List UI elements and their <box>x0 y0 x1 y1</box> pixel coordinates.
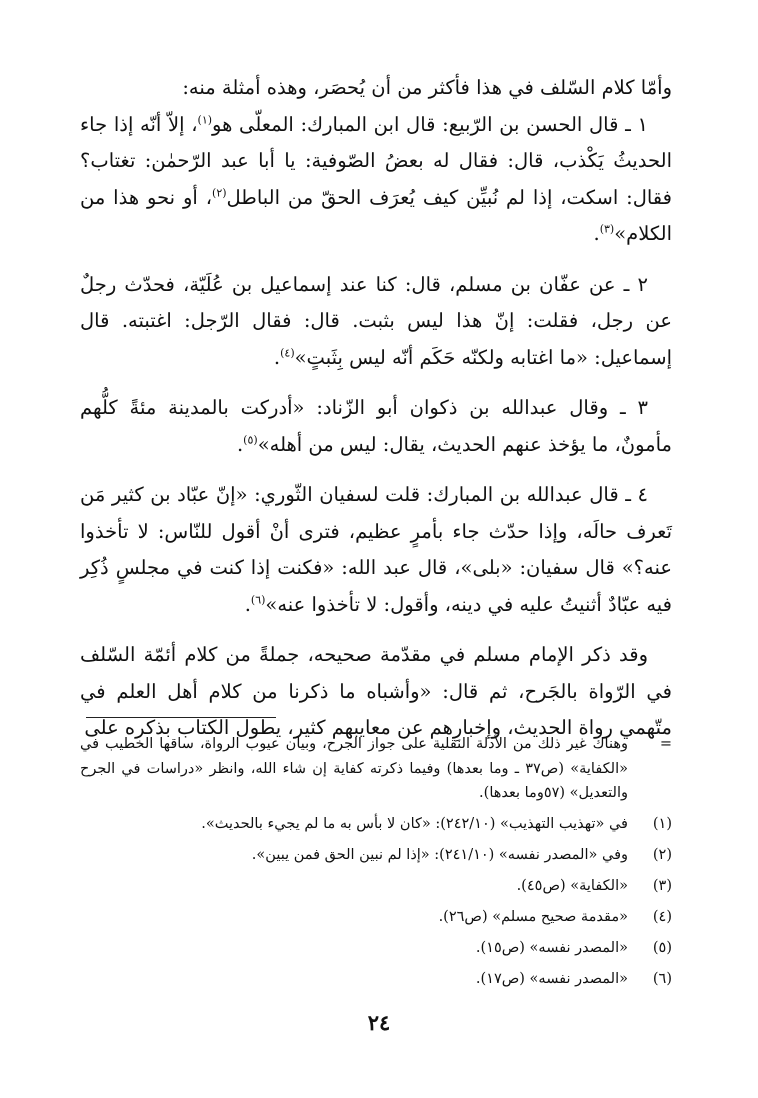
paragraph-1-text-a: ١ ـ قال الحسن بن الرّبيع: قال ابن المبارك: المعلّى هو <box>212 112 648 136</box>
footnote-text: وفي «المصدر نفسه» (٢٤١/١٠): «إذا لم نبين الحق فمن يبين». <box>251 847 628 863</box>
paragraph-4-text-a: ٤ ـ قال عبدالله بن المبارك: قلت لسفيان الثّوري: «إنّ عبّاد بن كثير مَن تَعرف حالَه، وإذا حدّث جاء بأمرٍ عظيم، فترى أنْ أقول للنّاس: لا تأخذوا عنه؟» قال سفيان: «بلى»، قال عبد الله: «فكنت إذا كنت في مجلسٍ ذُكِر فيه عبّادٌ أثنيتُ عليه في دينه، وأقول: لا تأخذوا عنه» <box>80 483 672 616</box>
footnote-ref-1[interactable]: (١) <box>197 113 213 126</box>
footnote-mark: (٣) <box>652 878 672 894</box>
footnotes <box>80 732 672 992</box>
footnote-ref-3[interactable]: (٣) <box>599 222 615 236</box>
footnote-continuation-mark: = <box>659 736 672 752</box>
footnote-5 <box>80 936 672 961</box>
footnote-continuation <box>80 732 672 806</box>
footnote-ref-4[interactable]: (٤) <box>280 346 295 359</box>
footnote-ref-2[interactable]: (٢) <box>212 186 227 199</box>
footnote-6 <box>80 967 672 992</box>
footnote-text: «مقدمة صحيح مسلم» (ص٢٦). <box>438 909 628 925</box>
footnote-separator <box>86 717 276 718</box>
footnote-text: «المصدر نفسه» (ص١٥). <box>475 940 628 956</box>
footnote-4 <box>80 905 672 930</box>
footnote-3 <box>80 874 672 899</box>
footnote-1 <box>80 812 672 837</box>
footnote-text: «الكفاية» (ص٤٥). <box>516 878 628 894</box>
paragraph-1-text-c: ، أو نحو هذا من الكلام» <box>80 185 672 245</box>
paragraph-1-text-b: ، إلاّ أنّه إذا جاء الحديثُ يَكْذب، قال: فقال له بعضُ الصّوفية: يا أبا عبد الرّحمٰن: تغتاب؟ فقال: اسكت، إذا لم نُبيِّن كيف يُعرَف الحقّ من الباطل <box>80 112 672 209</box>
paragraph-2 <box>80 267 672 377</box>
paragraph-1-text-d: . <box>593 222 600 245</box>
paragraph-2-text-b: . <box>273 345 281 369</box>
footnote-mark: (٦) <box>652 971 672 987</box>
paragraph-3 <box>80 390 672 463</box>
footnote-text: في «تهذيب التهذيب» (٢٤٢/١٠): «كان لا بأس به ما لم يجيء بالحديث». <box>201 816 628 832</box>
intro-paragraph: وأمّا كلام السّلف في هذا فأكثر من أن يُحصَر، وهذه أمثلة منه: <box>182 76 672 99</box>
paragraph-5: وقد ذكر الإمام مسلم في مقدّمة صحيحه، جملةً من كلام أئمّة السّلف في الرّواة بالجَرح، ثم قال: «وأشباه ما ذكرنا من كلام أهل العلم في متّهمي رواة الحديث، وإخبارِهم عن معايبهم كثير، يطول الكتاب بذكره على <box>80 643 672 739</box>
footnote-text: «المصدر نفسه» (ص١٧). <box>475 971 628 987</box>
paragraph-4 <box>80 477 672 623</box>
paragraph-2-text-a: ٢ ـ عن عفّان بن مسلم، قال: كنا عند إسماعيل بن عُلَيّة، فحدّث رجلٌ عن رجل، فقلت: إنّ هذا ليس بثبت. قال: فقال الرّجل: اغتبته. قال إسماعيل: «ما اغتابه ولكنّه حَكَم أنّه ليس بِثَبتٍ» <box>80 272 672 369</box>
paragraph-4-text-b: . <box>244 592 251 616</box>
paragraph-1 <box>80 107 672 253</box>
footnote-continuation-text: وهناك غير ذلك من الأدلة النقلية على جواز الجرح، وبيان عيوب الرواة، ساقها الخطيب في «الكفاية» (ص٣٧ ـ وما بعدها) وفيما ذكرته كفاية إن شاء الله، وانظر «دراسات في الجرح والتعديل» (٥٧وما بعدها). <box>80 736 628 801</box>
footnote-ref-6[interactable]: (٦) <box>250 593 266 606</box>
paragraph-3-text-b: . <box>236 432 244 456</box>
footnote-mark: (٢) <box>652 847 672 863</box>
footnote-mark: (١) <box>652 816 672 832</box>
footnote-mark: (٤) <box>652 909 672 925</box>
footnote-mark: (٥) <box>652 940 672 956</box>
footnote-ref-5[interactable]: (٥) <box>243 433 258 446</box>
page-number: ٢٤ <box>367 1010 391 1035</box>
footnote-2 <box>80 843 672 868</box>
paragraph-3-text-a: ٣ ـ وقال عبدالله بن ذكوان أبو الزّناد: «أدركت بالمدينة مئةً كلُّهم مأمونٌ، ما يؤخذ عنهم الحديث، يقال: ليس من أهله» <box>80 396 672 456</box>
main-text <box>80 70 672 747</box>
